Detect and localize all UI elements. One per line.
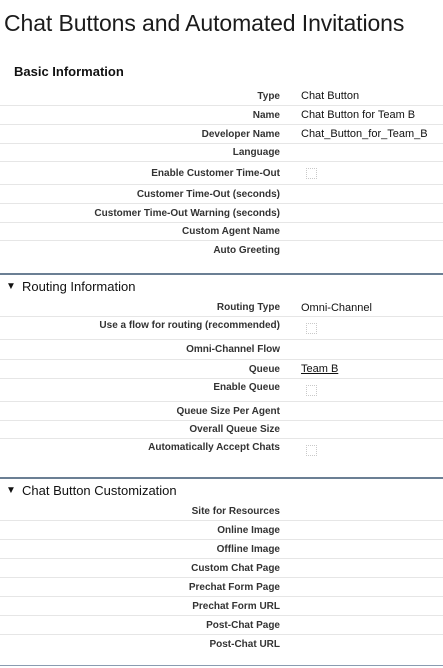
- field-row-custom-chat-page: [0, 559, 443, 578]
- checkbox-unchecked-icon: [306, 445, 317, 456]
- field-label: Prechat Form URL: [192, 600, 280, 612]
- checkbox-unchecked-icon: [306, 323, 317, 334]
- field-value: Chat Button for Team B: [301, 109, 416, 121]
- checkbox-unchecked-icon: [306, 385, 317, 396]
- field-label: Language: [232, 147, 280, 158]
- field-row-queue-size-per-agent: [0, 402, 443, 421]
- field-label: Queue Size Per Agent: [176, 405, 280, 417]
- field-label: Automatically Accept Chats: [148, 442, 280, 453]
- field-value: Chat_Button_for_Team_B: [301, 128, 428, 140]
- section-title: Basic Information: [14, 63, 124, 79]
- queue-link[interactable]: Team B: [301, 363, 339, 375]
- field-label: Queue: [248, 363, 280, 375]
- field-row-post-chat-page: [0, 616, 443, 635]
- field-row-online-image: [0, 521, 443, 540]
- field-label: Offline Image: [216, 543, 280, 555]
- page-title: Chat Buttons and Automated Invitations: [4, 10, 405, 36]
- triangle-down-icon[interactable]: ▼: [6, 280, 16, 292]
- field-label: Custom Agent Name: [182, 226, 280, 237]
- field-row-enable-queue: [0, 379, 443, 402]
- field-label: Omni-Channel Flow: [186, 344, 280, 355]
- field-label: Customer Time-Out (seconds): [136, 188, 280, 200]
- field-label: Routing Type: [216, 302, 280, 313]
- field-row-custom-agent-name: [0, 223, 443, 241]
- section-title: Chat Button Customization: [22, 482, 177, 498]
- field-label: Post-Chat URL: [209, 639, 280, 650]
- section-divider: [0, 665, 443, 666]
- field-row-queue: [0, 360, 443, 379]
- field-row-omni-channel-flow: [0, 340, 443, 360]
- field-label: Name: [252, 109, 280, 121]
- field-label: Enable Queue: [213, 382, 280, 393]
- field-label: Developer Name: [201, 128, 280, 140]
- field-label: Type: [257, 90, 280, 102]
- field-label: Customer Time-Out Warning (seconds): [94, 207, 280, 219]
- field-row-offline-image: [0, 540, 443, 559]
- field-row-post-chat-url: [0, 635, 443, 654]
- field-label: Auto Greeting: [213, 245, 280, 256]
- checkbox-unchecked-icon: [306, 168, 317, 179]
- field-label: Custom Chat Page: [191, 562, 280, 574]
- field-row-routing-type: [0, 299, 443, 317]
- field-label: Overall Queue Size: [189, 424, 280, 435]
- field-row-prechat-form-page: [0, 578, 443, 597]
- section-header-basic-information: [0, 60, 443, 82]
- field-row-site-for-resources: [0, 502, 443, 521]
- field-row-customer-time-out-warning: [0, 204, 443, 223]
- section-header-chat-button-customization[interactable]: [0, 479, 443, 501]
- field-row-overall-queue-size: [0, 421, 443, 439]
- field-row-language: [0, 144, 443, 162]
- field-row-type: [0, 87, 443, 106]
- field-label: Enable Customer Time-Out: [151, 167, 280, 179]
- field-row-auto-greeting: [0, 241, 443, 260]
- field-row-prechat-form-url: [0, 597, 443, 616]
- field-row-automatically-accept-chats: [0, 439, 443, 462]
- field-row-use-flow-for-routing: [0, 317, 443, 340]
- field-label: Prechat Form Page: [188, 581, 280, 593]
- field-row-enable-customer-time-out: [0, 162, 443, 185]
- field-value: Chat Button: [301, 90, 360, 102]
- section-header-routing-information[interactable]: [0, 275, 443, 297]
- field-row-customer-time-out: [0, 185, 443, 204]
- field-label: Site for Resources: [191, 505, 280, 517]
- field-row-name: [0, 106, 443, 125]
- field-value: Omni-Channel: [301, 301, 372, 314]
- section-title: Routing Information: [22, 278, 136, 294]
- field-label: Post-Chat Page: [206, 619, 280, 631]
- field-label: Online Image: [217, 524, 280, 536]
- triangle-down-icon[interactable]: ▼: [6, 484, 16, 496]
- field-row-developer-name: [0, 125, 443, 144]
- field-label: Use a flow for routing (recommended): [99, 320, 280, 331]
